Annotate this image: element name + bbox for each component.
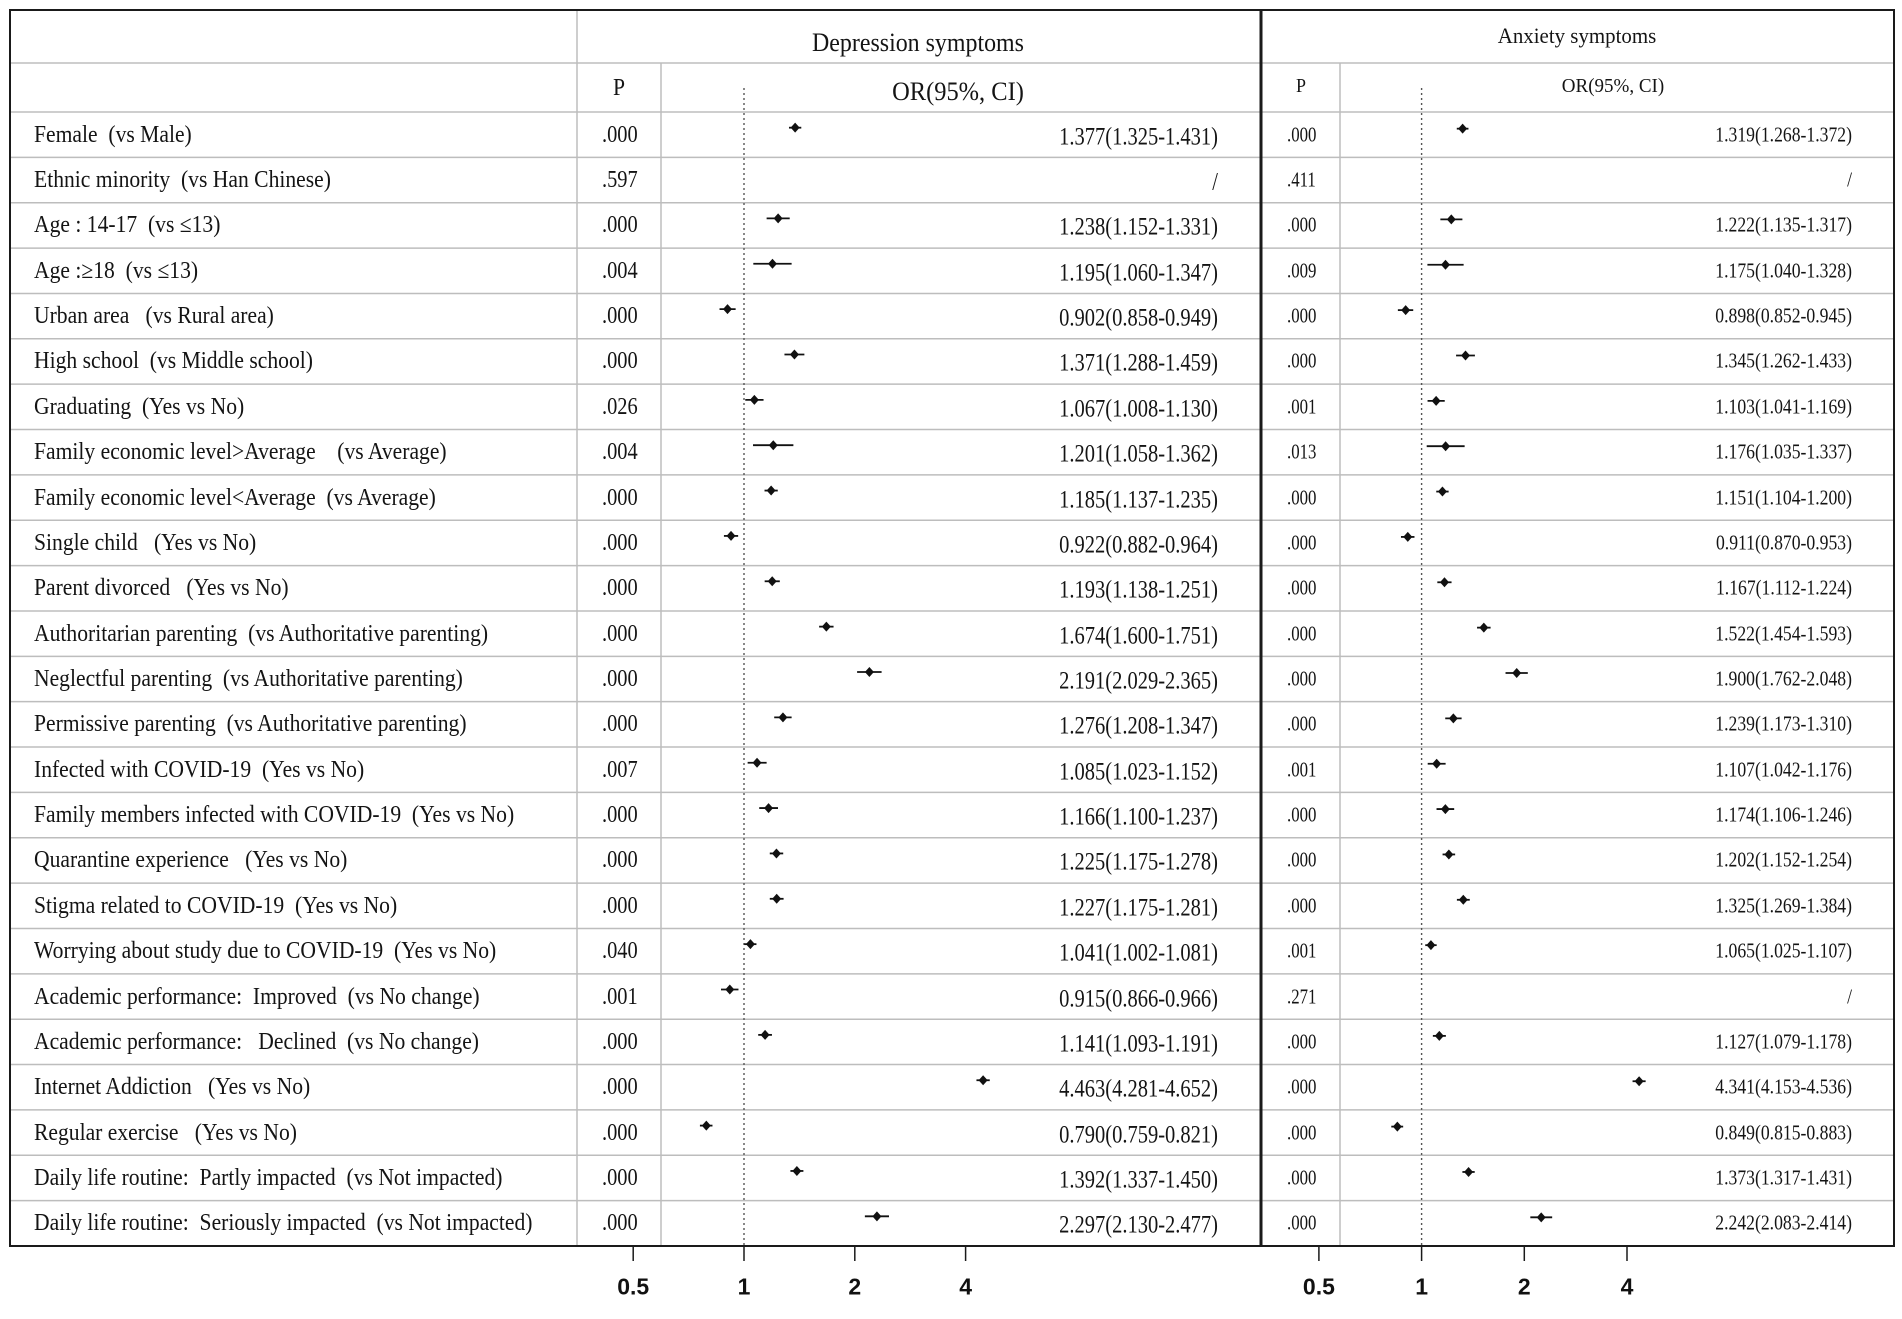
anxiety-p-value: .000 (1287, 711, 1317, 736)
depression-axis-tick-label: 4 (959, 1273, 972, 1300)
row-label: Urban area (vs Rural area) (34, 303, 274, 330)
anxiety-p-value: .000 (1287, 621, 1317, 646)
row-label: Age : 14-17 (vs ≤13) (34, 212, 221, 239)
depression-p-value: .000 (602, 348, 638, 375)
row-label: Regular exercise (Yes vs No) (34, 1119, 297, 1146)
depression-p-value: .004 (602, 439, 638, 466)
depression-p-value: .000 (602, 802, 638, 829)
row-label: Infected with COVID-19 (Yes vs No) (34, 756, 365, 783)
depression-or-ci-text: 1.067(1.008-1.130) (1059, 395, 1218, 423)
anxiety-axis-tick-label: 0.5 (1302, 1273, 1335, 1300)
anxiety-p-value: .000 (1287, 122, 1317, 147)
anxiety-or-ci-text: 1.103(1.041-1.169) (1715, 394, 1852, 419)
anxiety-axis-tick-label: 4 (1620, 1273, 1634, 1300)
anxiety-p-value: .000 (1287, 1074, 1317, 1099)
depression-p-value: .000 (602, 1074, 638, 1101)
anxiety-or-ci-text: 1.222(1.135-1.317) (1715, 212, 1852, 237)
row-label: Female (vs Male) (34, 121, 192, 148)
depression-p-value: .040 (602, 938, 638, 965)
depression-p-value: .000 (602, 575, 638, 602)
row-label: Family members infected with COVID-19 (Yes vs No) (34, 802, 515, 829)
row-label: Academic performance: Improved (vs No change) (34, 983, 480, 1010)
depression-or-ci-text: 1.371(1.288-1.459) (1059, 349, 1218, 377)
anxiety-or-ci-text: 0.911(0.870-0.953) (1715, 530, 1852, 555)
anxiety-or-ci-text: 2.242(2.083-2.414) (1715, 1210, 1852, 1235)
anxiety-p-value: .411 (1287, 167, 1316, 192)
depression-or-ci-text: 1.166(1.100-1.237) (1059, 803, 1218, 831)
row-label: Internet Addiction (Yes vs No) (34, 1074, 311, 1101)
anxiety-p-value: .000 (1287, 893, 1317, 918)
row-label: Family economic level>Average (vs Average) (34, 439, 447, 466)
anxiety-or-ci-text: 1.174(1.106-1.246) (1715, 802, 1852, 827)
anxiety-panel-title: Anxiety symptoms (1497, 23, 1657, 48)
row-label: Graduating (Yes vs No) (34, 393, 245, 420)
depression-or-ci-text: 1.041(1.002-1.081) (1059, 939, 1218, 967)
depression-or-ci-text: 0.915(0.866-0.966) (1059, 985, 1218, 1013)
anxiety-p-value: .000 (1287, 530, 1317, 555)
anxiety-p-value: .000 (1287, 212, 1317, 237)
row-label: Academic performance: Declined (vs No change) (34, 1028, 479, 1055)
anxiety-or-ci-text: 1.065(1.025-1.107) (1715, 938, 1852, 963)
depression-p-value: .004 (602, 257, 638, 284)
depression-p-value: .000 (602, 529, 638, 556)
anxiety-p-header: P (1295, 75, 1307, 97)
row-label: Daily life routine: Partly impacted (vs Not impacted) (34, 1164, 503, 1191)
depression-p-value: .000 (602, 711, 638, 738)
anxiety-p-value: .001 (1287, 757, 1317, 782)
row-label: Permissive parenting (vs Authoritative parenting) (34, 711, 467, 738)
depression-or-ci-text: 1.392(1.337-1.450) (1059, 1166, 1218, 1194)
anxiety-or-ci-text: 1.373(1.317-1.431) (1715, 1165, 1852, 1190)
depression-or-ci-text: 1.141(1.093-1.191) (1059, 1030, 1218, 1058)
row-label: Daily life routine: Seriously impacted (vs Not impacted) (34, 1210, 533, 1237)
anxiety-or-ci-text: 1.176(1.035-1.337) (1715, 439, 1852, 464)
anxiety-p-value: .009 (1287, 258, 1317, 283)
row-label: Neglectful parenting (vs Authoritative parenting) (34, 666, 463, 692)
depression-p-value: .000 (602, 1119, 638, 1146)
anxiety-p-value: .000 (1287, 575, 1317, 600)
row-label: Authoritarian parenting (vs Authoritative parenting) (34, 620, 489, 647)
depression-or-ci-text: / (1212, 168, 1218, 196)
depression-p-value: .000 (602, 484, 638, 511)
anxiety-p-value: .000 (1287, 847, 1317, 872)
anxiety-or-ci-text: 1.167(1.112-1.224) (1715, 575, 1852, 600)
depression-or-ci-text: 1.201(1.058-1.362) (1059, 440, 1218, 468)
depression-axis-tick-label: 0.5 (617, 1273, 650, 1300)
anxiety-p-value: .000 (1287, 1120, 1317, 1145)
anxiety-or-header: OR(95%, CI) (1561, 75, 1665, 97)
row-label: Worrying about study due to COVID-19 (Yes vs No) (34, 938, 497, 965)
row-label: Single child (Yes vs No) (34, 529, 257, 556)
depression-p-header: P (612, 75, 626, 101)
row-label: Family economic level<Average (vs Average) (34, 484, 436, 511)
depression-or-ci-text: 1.193(1.138-1.251) (1059, 576, 1218, 604)
depression-or-header: OR(95%, CI) (892, 77, 1024, 106)
depression-axis-tick-label: 2 (848, 1273, 862, 1300)
anxiety-p-value: .013 (1287, 439, 1317, 464)
anxiety-axis-tick-label: 1 (1415, 1273, 1428, 1300)
depression-p-value: .007 (602, 756, 638, 783)
depression-or-ci-text: 1.085(1.023-1.152) (1059, 758, 1218, 786)
anxiety-or-ci-text: 1.127(1.079-1.178) (1715, 1029, 1852, 1054)
depression-p-value: .000 (602, 212, 638, 239)
depression-or-ci-text: 2.297(2.130-2.477) (1059, 1211, 1218, 1239)
anxiety-or-ci-text: 1.239(1.173-1.310) (1715, 711, 1852, 736)
depression-or-ci-text: 1.674(1.600-1.751) (1059, 622, 1218, 650)
anxiety-or-ci-text: 0.849(0.815-0.883) (1715, 1120, 1852, 1145)
depression-or-ci-text: 1.238(1.152-1.331) (1059, 213, 1218, 241)
depression-or-ci-text: 1.185(1.137-1.235) (1059, 486, 1218, 514)
anxiety-or-ci-text: 1.345(1.262-1.433) (1715, 348, 1852, 373)
anxiety-p-value: .000 (1287, 802, 1317, 827)
anxiety-or-ci-text: 1.107(1.042-1.176) (1715, 757, 1852, 782)
depression-p-value: .026 (602, 393, 638, 420)
anxiety-p-value: .001 (1287, 938, 1317, 963)
anxiety-p-value: .000 (1287, 666, 1317, 691)
anxiety-or-ci-text: 1.202(1.152-1.254) (1715, 847, 1852, 872)
row-label: High school (vs Middle school) (34, 348, 313, 375)
row-label: Age :≥18 (vs ≤13) (34, 257, 199, 284)
depression-or-ci-text: 1.377(1.325-1.431) (1059, 123, 1218, 151)
depression-p-value: .597 (602, 167, 638, 194)
depression-or-ci-text: 0.790(0.759-0.821) (1059, 1121, 1218, 1149)
anxiety-p-value: .000 (1287, 1165, 1317, 1190)
anxiety-p-value: .000 (1287, 485, 1317, 510)
anxiety-or-ci-text: 1.900(1.762-2.048) (1715, 666, 1852, 691)
depression-or-ci-text: 1.225(1.175-1.278) (1059, 848, 1218, 876)
depression-panel-title: Depression symptoms (812, 28, 1024, 57)
depression-p-value: .000 (602, 892, 638, 919)
anxiety-or-ci-text: / (1847, 167, 1852, 192)
anxiety-or-ci-text: 1.151(1.104-1.200) (1715, 485, 1852, 510)
depression-or-ci-text: 2.191(2.029-2.365) (1059, 667, 1218, 695)
depression-p-value: .000 (602, 1210, 638, 1237)
anxiety-p-value: .000 (1287, 1029, 1317, 1054)
depression-or-ci-text: 4.463(4.281-4.652) (1059, 1075, 1218, 1103)
depression-p-value: .001 (602, 983, 638, 1010)
depression-p-value: .000 (602, 1028, 638, 1055)
depression-p-value: .000 (602, 303, 638, 330)
depression-or-ci-text: 0.922(0.882-0.964) (1059, 531, 1218, 559)
anxiety-or-ci-text: 1.319(1.268-1.372) (1715, 122, 1852, 147)
depression-p-value: .000 (602, 847, 638, 874)
anxiety-p-value: .271 (1287, 984, 1317, 1009)
anxiety-or-ci-text: 1.325(1.269-1.384) (1715, 893, 1852, 918)
depression-or-ci-text: 1.227(1.175-1.281) (1059, 894, 1218, 922)
anxiety-p-value: .000 (1287, 348, 1317, 373)
row-label: Ethnic minority (vs Han Chinese) (34, 167, 331, 194)
anxiety-axis-tick-label: 2 (1517, 1273, 1531, 1300)
depression-p-value: .000 (602, 121, 638, 148)
anxiety-or-ci-text: 0.898(0.852-0.945) (1715, 303, 1852, 328)
anxiety-p-value: .000 (1287, 303, 1317, 328)
row-label: Parent divorced (Yes vs No) (34, 575, 289, 602)
anxiety-or-ci-text: 1.175(1.040-1.328) (1715, 258, 1852, 283)
depression-axis-tick-label: 1 (737, 1273, 751, 1300)
anxiety-or-ci-text: 1.522(1.454-1.593) (1715, 621, 1852, 646)
depression-or-ci-text: 1.195(1.060-1.347) (1059, 259, 1218, 287)
row-label: Quarantine experience (Yes vs No) (34, 847, 348, 874)
anxiety-or-ci-text: 4.341(4.153-4.536) (1715, 1074, 1852, 1099)
depression-or-ci-text: 0.902(0.858-0.949) (1059, 304, 1218, 332)
row-label: Stigma related to COVID-19 (Yes vs No) (34, 892, 398, 919)
depression-or-ci-text: 1.276(1.208-1.347) (1059, 712, 1218, 740)
depression-p-value: .000 (602, 1164, 638, 1191)
anxiety-p-value: .000 (1287, 1210, 1317, 1235)
depression-p-value: .000 (602, 620, 638, 647)
anxiety-or-ci-text: / (1847, 984, 1852, 1009)
anxiety-p-value: .001 (1287, 394, 1317, 419)
depression-p-value: .000 (602, 666, 638, 692)
